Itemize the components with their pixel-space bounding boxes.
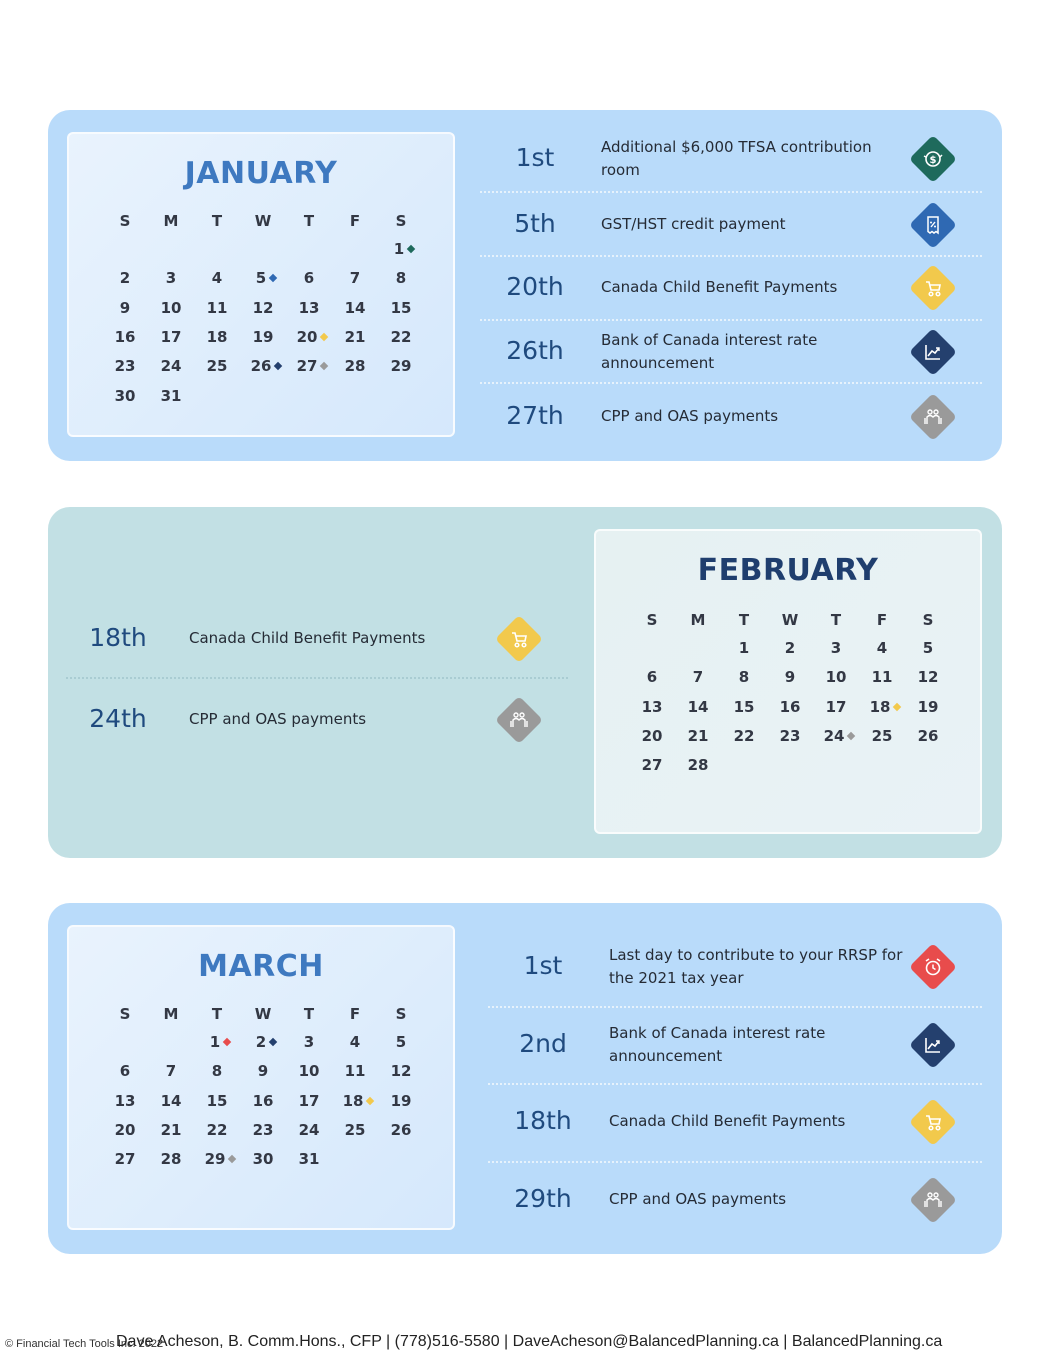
event-description: Additional $6,000 TFSA contribution room xyxy=(601,138,872,179)
divider xyxy=(488,1083,982,1085)
calendar-day: 17 xyxy=(298,1091,320,1110)
calendar-day: 14 xyxy=(687,697,709,716)
calendar-day: 10 xyxy=(825,668,847,687)
calendar-day: 6 xyxy=(119,1062,131,1081)
calendar-day: 6 xyxy=(646,668,658,687)
event-marker-icon xyxy=(366,1096,374,1104)
calendar-day: 10 xyxy=(298,1062,320,1081)
seniors-icon xyxy=(495,696,543,744)
divider xyxy=(488,1161,982,1163)
calendar-day: 6 xyxy=(303,269,315,288)
calendar-day: 28 xyxy=(344,357,366,376)
weekday-header: S xyxy=(922,611,934,629)
divider xyxy=(66,677,568,679)
event-description: CPP and OAS payments xyxy=(189,710,367,728)
seniors-icon xyxy=(909,393,957,441)
weekday-header: M xyxy=(163,1005,179,1023)
calendar-day: 2 xyxy=(240,1033,286,1051)
calendar-day: 21 xyxy=(344,327,366,346)
calendar-day: 13 xyxy=(641,697,663,716)
weekday-header: S xyxy=(646,611,658,629)
calendar-day: 15 xyxy=(206,1091,228,1110)
event-marker-icon xyxy=(407,245,415,253)
calendar-day: 20 xyxy=(641,726,663,745)
divider xyxy=(480,191,982,193)
calendar-day: 16 xyxy=(252,1091,274,1110)
event-date: 24th xyxy=(89,704,147,733)
calendar-day: 21 xyxy=(160,1120,182,1139)
calendar-day: 22 xyxy=(206,1120,228,1139)
calendar-day: 22 xyxy=(733,726,755,745)
weekday-header: S xyxy=(119,1005,131,1023)
event-date: 1st xyxy=(523,951,563,980)
weekday-header: F xyxy=(349,212,361,230)
alarm-clock-icon xyxy=(909,943,957,991)
weekday-header: T xyxy=(211,1005,223,1023)
event-date: 27th xyxy=(506,401,564,430)
weekday-header: S xyxy=(395,212,407,230)
calendar-day: 9 xyxy=(257,1062,269,1081)
event-description: Canada Child Benefit Payments xyxy=(601,278,838,296)
stroller-icon xyxy=(495,615,543,663)
calendar-day: 5 xyxy=(922,639,934,657)
calendar-day: 11 xyxy=(344,1062,366,1081)
calendar-day: 2 xyxy=(119,269,131,288)
piggy-bank-icon xyxy=(909,135,957,183)
event-description: CPP and OAS payments xyxy=(609,1190,787,1208)
event-description: GST/HST credit payment xyxy=(601,215,786,233)
calendar-day: 7 xyxy=(692,668,704,687)
event-description: Canada Child Benefit Payments xyxy=(189,629,426,647)
event-marker-icon xyxy=(320,362,328,370)
calendar-day: 25 xyxy=(344,1120,366,1139)
weekday-header: W xyxy=(254,212,272,230)
calendar-day: 25 xyxy=(871,726,893,745)
chart-icon xyxy=(909,328,957,376)
calendar-day: 23 xyxy=(252,1120,274,1139)
calendar-day: 4 xyxy=(211,269,223,288)
march-calendar xyxy=(67,925,455,1230)
event-description: Bank of Canada interest rate announcement xyxy=(609,1024,826,1065)
event-marker-icon xyxy=(274,362,282,370)
calendar-day: 8 xyxy=(395,269,407,288)
calendar-day: 8 xyxy=(211,1062,223,1081)
calendar-day: 27 xyxy=(286,357,332,375)
calendar-day: 16 xyxy=(779,697,801,716)
calendar-day: 12 xyxy=(390,1062,412,1081)
calendar-day: 29 xyxy=(194,1150,240,1168)
calendar-day: 24 xyxy=(813,727,859,745)
calendar-day: 11 xyxy=(206,298,228,317)
event-marker-icon xyxy=(847,732,855,740)
calendar-day: 19 xyxy=(252,327,274,346)
calendar-day: 27 xyxy=(114,1150,136,1169)
calendar-day: 31 xyxy=(160,386,182,405)
calendar-day: 8 xyxy=(738,668,750,687)
calendar-day: 23 xyxy=(114,357,136,376)
chart-icon xyxy=(909,1021,957,1069)
calendar-day: 18 xyxy=(206,327,228,346)
calendar-day: 26 xyxy=(390,1120,412,1139)
calendar-day: 1 xyxy=(738,639,750,657)
january-calendar xyxy=(67,132,455,437)
calendar-day: 3 xyxy=(165,269,177,288)
calendar-day: 18 xyxy=(332,1092,378,1110)
calendar-day: 13 xyxy=(114,1091,136,1110)
calendar-day: 1 xyxy=(378,240,424,258)
event-description: Canada Child Benefit Payments xyxy=(609,1112,846,1130)
calendar-day: 3 xyxy=(830,639,842,657)
calendar-day: 19 xyxy=(917,697,939,716)
event-description: CPP and OAS payments xyxy=(601,407,779,425)
event-date: 1st xyxy=(515,143,555,172)
march-panel xyxy=(48,903,1002,1254)
calendar-day: 23 xyxy=(779,726,801,745)
event-date: 18th xyxy=(514,1106,572,1135)
calendar-day: 2 xyxy=(784,639,796,657)
event-description: Bank of Canada interest rate announcement xyxy=(601,331,818,372)
event-date: 26th xyxy=(506,336,564,365)
calendar-day: 7 xyxy=(165,1062,177,1081)
february-panel xyxy=(48,507,1002,858)
calendar-day: 3 xyxy=(303,1033,315,1051)
divider xyxy=(488,1006,982,1008)
calendar-day: 9 xyxy=(119,298,131,317)
event-description: Last day to contribute to your RRSP for the 2021 tax year xyxy=(609,946,903,987)
weekday-header: M xyxy=(163,212,179,230)
calendar-day: 24 xyxy=(298,1120,320,1139)
calendar-day: 11 xyxy=(871,668,893,687)
calendar-day: 28 xyxy=(687,756,709,775)
contact-info: Dave Acheson, B. Comm.Hons., CFP | (778)516-5580 | DaveAcheson@BalancedPlanning.ca | BalancedPlanning.ca xyxy=(116,1333,943,1350)
copyright-text: © Financial Tech Tools Inc. 2022 xyxy=(5,1338,164,1350)
calendar-day: 29 xyxy=(390,357,412,376)
calendar-day: 30 xyxy=(114,386,136,405)
calendar-day: 20 xyxy=(114,1120,136,1139)
calendar-day: 12 xyxy=(252,298,274,317)
weekday-header: M xyxy=(690,611,706,629)
weekday-header: T xyxy=(830,611,842,629)
event-marker-icon xyxy=(269,1038,277,1046)
weekday-header: F xyxy=(349,1005,361,1023)
calendar-day: 21 xyxy=(687,726,709,745)
calendar-day: 18 xyxy=(859,698,905,716)
event-date: 18th xyxy=(89,623,147,652)
event-date: 2nd xyxy=(519,1029,567,1058)
stroller-icon xyxy=(909,264,957,312)
weekday-header: T xyxy=(303,1005,315,1023)
calendar-day: 22 xyxy=(390,327,412,346)
calendar-day: 4 xyxy=(349,1033,361,1051)
calendar-day: 25 xyxy=(206,357,228,376)
month-title: JANUARY xyxy=(184,156,338,191)
weekday-header: S xyxy=(395,1005,407,1023)
calendar-day: 16 xyxy=(114,327,136,346)
calendar-day: 15 xyxy=(390,298,412,317)
weekday-header: T xyxy=(738,611,750,629)
calendar-day: 26 xyxy=(240,357,286,375)
weekday-header: T xyxy=(303,212,315,230)
event-date: 29th xyxy=(514,1184,572,1213)
calendar-day: 13 xyxy=(298,298,320,317)
calendar-day: 20 xyxy=(286,328,332,346)
calendar-day: 17 xyxy=(160,327,182,346)
calendar-day: 19 xyxy=(390,1091,412,1110)
event-marker-icon xyxy=(228,1155,236,1163)
weekday-header: T xyxy=(211,212,223,230)
event-marker-icon xyxy=(320,333,328,341)
calendar-day: 10 xyxy=(160,298,182,317)
weekday-header: W xyxy=(781,611,799,629)
calendar-day: 30 xyxy=(252,1150,274,1169)
calendar-day: 14 xyxy=(160,1091,182,1110)
calendar-day: 14 xyxy=(344,298,366,317)
calendar-day: 7 xyxy=(349,269,361,288)
month-title: MARCH xyxy=(198,949,324,984)
seniors-icon xyxy=(909,1176,957,1224)
calendar-day: 26 xyxy=(917,726,939,745)
svg-text:$: $ xyxy=(929,155,937,166)
calendar-day: 12 xyxy=(917,668,939,687)
event-date: 20th xyxy=(506,272,564,301)
calendar-day: 9 xyxy=(784,668,796,687)
calendar-day: 5 xyxy=(240,269,286,287)
calendar-day: 4 xyxy=(876,639,888,657)
february-calendar xyxy=(594,529,982,834)
calendar-day: 28 xyxy=(160,1150,182,1169)
weekday-header: S xyxy=(119,212,131,230)
january-panel xyxy=(48,110,1002,461)
calendar-day: 31 xyxy=(298,1150,320,1169)
divider xyxy=(480,382,982,384)
calendar-day: 15 xyxy=(733,697,755,716)
stroller-icon xyxy=(909,1098,957,1146)
divider xyxy=(480,319,982,321)
calendar-day: 5 xyxy=(395,1033,407,1051)
calendar-day: 24 xyxy=(160,357,182,376)
month-title: FEBRUARY xyxy=(697,553,879,588)
weekday-header: W xyxy=(254,1005,272,1023)
receipt-icon xyxy=(909,201,957,249)
event-date: 5th xyxy=(514,209,556,238)
weekday-header: F xyxy=(876,611,888,629)
calendar-day: 27 xyxy=(641,756,663,775)
event-marker-icon xyxy=(223,1038,231,1046)
calendar-day: 17 xyxy=(825,697,847,716)
event-marker-icon xyxy=(893,702,901,710)
divider xyxy=(480,255,982,257)
event-marker-icon xyxy=(269,274,277,282)
calendar-day: 1 xyxy=(194,1033,240,1051)
